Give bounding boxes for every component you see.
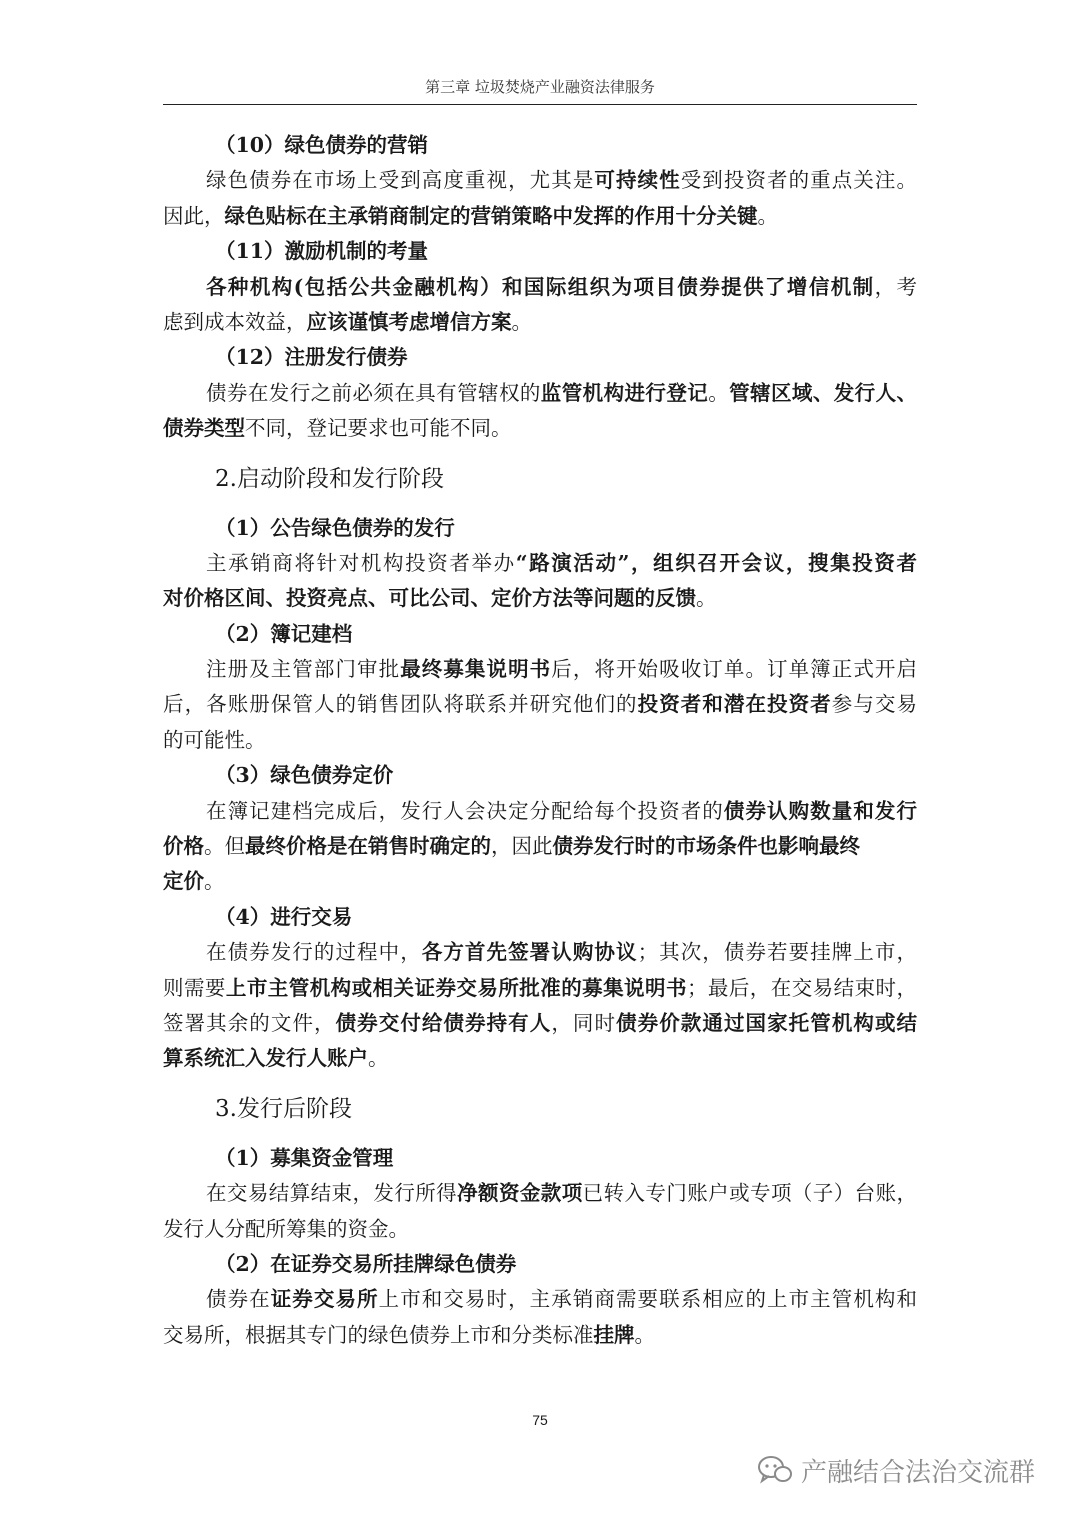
paragraph-line	[163, 1041, 917, 1076]
text-run: 。	[634, 1322, 655, 1347]
text-run: 发行人分配所筹集的资金。	[163, 1216, 409, 1241]
text-run: 签署其余的文件，	[163, 1010, 336, 1035]
bold-text: （4）进行交易	[215, 904, 353, 929]
text-run: 主承销商将针对机构投资者举办	[206, 550, 516, 575]
bold-text: （12）注册发行债券	[215, 345, 408, 370]
text-run: 交易所，根据其专门的绿色债券上市和分类标准	[163, 1322, 594, 1347]
text-run: 。	[511, 309, 532, 334]
paragraph-line	[163, 411, 917, 446]
bold-text: 债券类型	[163, 416, 245, 441]
bold-text: （3）绿色债券定价	[215, 763, 394, 788]
bold-text: 挂牌	[593, 1322, 635, 1347]
paragraph-line	[163, 163, 917, 198]
bold-text: 绿色贴标在主承销商制定的营销策略中发挥的作用十分关键	[224, 203, 758, 228]
section-heading	[163, 1077, 917, 1141]
bold-text: 投资者和潜在投资者	[637, 692, 832, 717]
text-run: ，考	[874, 274, 917, 299]
running-header: 第三章 垃圾焚烧产业融资法律服务	[163, 70, 917, 105]
text-run: 在簿记建档完成后，发行人会决定分配给每个投资者的	[206, 798, 724, 823]
bold-text: 可持续性	[594, 168, 681, 193]
text-run: 参与交易	[831, 692, 917, 717]
bold-text: “路演活动”，组织召开会议，搜集投资者	[515, 550, 917, 575]
paragraph-line	[163, 829, 917, 864]
paragraph-line	[163, 794, 917, 829]
paragraph-line	[163, 1176, 917, 1211]
bold-text: （1）募集资金管理	[215, 1145, 394, 1170]
text-run: ，同时	[551, 1010, 617, 1035]
bold-text: 债券发行时的市场条件也影响最终	[552, 834, 860, 859]
text-run: 的可能性。	[163, 727, 266, 752]
text-run: 债券在发行之前必须在具有管辖权的	[206, 380, 541, 405]
bold-text: 定价	[163, 869, 204, 894]
paragraph-line	[163, 546, 917, 581]
paragraph-line	[163, 1282, 917, 1317]
bold-text: 算系统汇入发行人账户	[163, 1046, 368, 1071]
subsection-heading	[163, 617, 917, 652]
text-run: ；最后，在交易结束时，	[686, 975, 917, 1000]
bold-text: （2）在证券交易所挂牌绿色债券	[215, 1251, 517, 1276]
bold-text: 最终募集说明书	[400, 657, 552, 682]
text-run: 。	[757, 203, 778, 228]
text-run: 。	[708, 380, 730, 405]
bold-text: （10）绿色债券的营销	[215, 133, 429, 157]
subsection-heading	[163, 234, 917, 269]
bold-text: 最终价格是在销售时确定的	[245, 834, 491, 859]
paragraph-line	[163, 935, 917, 970]
text-run: 。	[204, 869, 225, 894]
document-body	[163, 128, 917, 1353]
text-run: 。	[696, 586, 717, 611]
text-run: 。但	[204, 834, 245, 859]
bold-text: 对价格区间、投资亮点、可比公司、定价方法等问题的反馈	[163, 586, 696, 611]
bold-text: 各种机构(包括公共金融机构）和国际组织为项目债券提供了增信机制	[206, 274, 875, 299]
text-run: 注册及主管部门审批	[206, 657, 401, 682]
bold-text: 监管机构进行登记	[540, 380, 709, 405]
text-run: 则需要	[163, 975, 226, 1000]
paragraph-line	[163, 270, 917, 305]
paragraph-line	[163, 199, 917, 234]
bold-text: 应该谨慎考虑增信方案	[306, 309, 512, 334]
text-run: 债券在	[206, 1287, 271, 1312]
bold-text: 各方首先签署认购协议	[421, 940, 638, 965]
text-run: ，因此	[491, 834, 553, 859]
subsection-heading	[163, 1141, 917, 1176]
bold-text: 证券交易所	[270, 1287, 379, 1312]
paragraph-line	[163, 687, 917, 722]
watermark-text: 产融结合法治交流群	[801, 1457, 1036, 1488]
subsection-heading	[163, 1247, 917, 1282]
bold-text: （11）激励机制的考量	[215, 239, 429, 264]
bold-text: （1）公告绿色债券的发行	[215, 515, 455, 540]
subsection-heading	[163, 758, 917, 793]
bold-text: 管辖区域、发行人、	[729, 380, 917, 405]
text-run: 虑到成本效益，	[163, 309, 307, 334]
subsection-heading	[163, 340, 917, 375]
paragraph-line	[163, 1006, 917, 1041]
text-run: 。	[368, 1046, 389, 1071]
text-run: 受到投资者的重点关注。	[680, 168, 917, 193]
bold-text: 净额资金款项	[457, 1181, 583, 1206]
text-run: 后，各账册保管人的销售团队将联系并研究他们的	[163, 692, 638, 717]
text-run: 已转入专门账户或专项（子）台账，	[582, 1181, 917, 1206]
bold-text: 债券价款通过国家托管机构或结	[616, 1010, 917, 1035]
page-number: 75	[532, 1412, 548, 1428]
paragraph-line	[163, 581, 917, 616]
subsection-heading	[163, 511, 917, 546]
wechat-icon	[757, 1454, 793, 1486]
text-run: 2.启动阶段和发行阶段	[215, 465, 444, 492]
paragraph-line	[163, 305, 917, 340]
subsection-heading	[163, 128, 917, 163]
bold-text: （2）簿记建档	[215, 621, 353, 646]
text-run: ；其次，债券若要挂牌上市，	[637, 940, 917, 965]
text-run: 3.发行后阶段	[215, 1095, 352, 1122]
paragraph-line	[163, 1318, 917, 1353]
bold-text: 上市主管机构或相关证券交易所批准的募集说明书	[225, 975, 687, 1000]
section-heading	[163, 447, 917, 511]
paragraph-line	[163, 971, 917, 1006]
paragraph-line	[163, 1212, 917, 1247]
bold-text: 债券认购数量和发行	[723, 798, 917, 823]
paragraph-line	[163, 864, 917, 899]
text-run: 绿色债券在市场上受到高度重视，尤其是	[206, 168, 595, 193]
text-run: 后，将开始吸收订单。订单簿正式开启	[551, 657, 917, 682]
watermark	[757, 1450, 1035, 1490]
text-run: 在债券发行的过程中，	[206, 940, 422, 965]
text-run: 因此，	[163, 203, 225, 228]
paragraph-line	[163, 652, 917, 687]
text-run: 不同，登记要求也可能不同。	[245, 416, 512, 441]
paragraph-line	[163, 723, 917, 758]
text-run: 上市和交易时，主承销商需要联系相应的上市主管机构和	[378, 1287, 917, 1312]
bold-text: 价格	[163, 834, 204, 859]
subsection-heading	[163, 900, 917, 935]
text-run: 在交易结算结束，发行所得	[206, 1181, 458, 1206]
bold-text: 债券交付给债券持有人	[335, 1010, 552, 1035]
paragraph-line	[163, 376, 917, 411]
